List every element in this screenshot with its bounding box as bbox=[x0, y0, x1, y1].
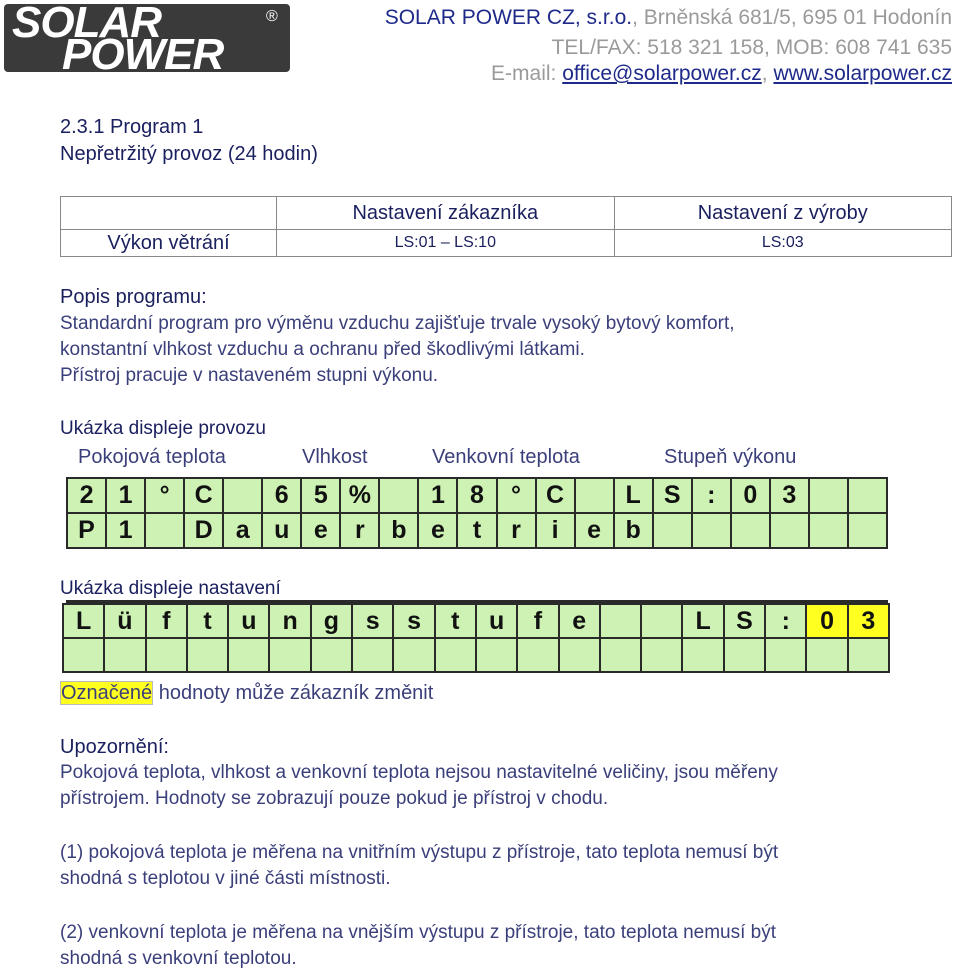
col-factory-header: Nastavení z výroby bbox=[614, 197, 951, 230]
lcd-cell: u bbox=[477, 605, 516, 637]
lcd-cell bbox=[849, 639, 888, 671]
lcd-cell: e bbox=[560, 605, 599, 637]
website-link[interactable]: www.solarpower.cz bbox=[773, 62, 952, 85]
lcd-cell: s bbox=[394, 605, 433, 637]
lcd-cell bbox=[810, 514, 847, 547]
lcd-cell bbox=[146, 514, 183, 547]
logo-line2: POWER CZ bbox=[62, 30, 224, 129]
lcd-cell bbox=[807, 639, 846, 671]
editable-values-note bbox=[60, 680, 433, 706]
settings-display-heading: Ukázka displeje nastavení bbox=[60, 578, 281, 599]
lcd-cell: 1 bbox=[107, 514, 144, 547]
lcd-cell bbox=[394, 639, 433, 671]
lcd-cell bbox=[270, 639, 309, 671]
company-name: SOLAR POWER CZ, s.r.o. bbox=[384, 6, 633, 29]
lcd-cell bbox=[224, 479, 261, 512]
warning-line: Pokojová teplota, vlhkost a venkovní teplota nejsou nastavitelné veličiny, jsou měřeny bbox=[60, 762, 778, 783]
lcd-cell: L bbox=[64, 605, 103, 637]
lcd-cell bbox=[601, 605, 640, 637]
lcd-cell bbox=[849, 479, 886, 512]
lcd-cell: 1 bbox=[107, 479, 144, 512]
lcd-cell: e bbox=[302, 514, 339, 547]
lcd-cell: : bbox=[766, 605, 805, 637]
lcd-cell bbox=[725, 639, 764, 671]
warning-line: (1) pokojová teplota je měřena na vnitřním výstupu z přístroje, tato teplota nemusí být bbox=[60, 842, 779, 863]
contact-separator: , bbox=[761, 62, 774, 85]
email-label: E-mail: bbox=[491, 62, 563, 85]
lcd-cell: C bbox=[537, 479, 574, 512]
lcd-cell: i bbox=[537, 514, 574, 547]
description-line: Přístroj pracuje v nastaveném stupni výkonu. bbox=[60, 365, 439, 386]
description-line: konstantní vlhkost vzduchu a ochranu před škodlivými látkami. bbox=[60, 339, 585, 360]
lcd-cell: 1 bbox=[419, 479, 456, 512]
warning-line: shodná s teplotou v jiné části místnosti. bbox=[60, 868, 391, 889]
lcd-cell bbox=[732, 514, 769, 547]
lcd-cell: f bbox=[518, 605, 557, 637]
description-line: Standardní program pro výměnu vzduchu zajišťuje trvale vysoký bytový komfort, bbox=[60, 313, 735, 334]
lcd-cell-editable: 3 bbox=[849, 605, 888, 637]
lcd-cell bbox=[147, 639, 186, 671]
lcd-cell bbox=[560, 639, 599, 671]
lcd-cell: 6 bbox=[263, 479, 300, 512]
lcd-cell bbox=[576, 479, 613, 512]
lcd-cell bbox=[601, 639, 640, 671]
header-contact-line bbox=[491, 62, 952, 86]
operation-display-heading: Ukázka displeje provozu bbox=[60, 418, 266, 439]
lcd-cell bbox=[188, 639, 227, 671]
lcd-cell: e bbox=[419, 514, 456, 547]
row-label: Výkon větrání bbox=[61, 230, 277, 257]
lcd-cell: P bbox=[68, 514, 105, 547]
lcd-cell: 3 bbox=[771, 479, 808, 512]
settings-table bbox=[60, 196, 952, 257]
lcd-cell: t bbox=[458, 514, 495, 547]
settings-lcd-display bbox=[62, 603, 890, 673]
lcd-cell bbox=[105, 639, 144, 671]
warning-line: shodná s venkovní teplotou. bbox=[60, 948, 297, 969]
lcd-cell bbox=[654, 514, 691, 547]
lcd-cell: % bbox=[341, 479, 378, 512]
lcd-cell bbox=[642, 605, 681, 637]
lcd-cell: D bbox=[185, 514, 222, 547]
lcd-cell: S bbox=[654, 479, 691, 512]
customer-value: LS:01 – LS:10 bbox=[277, 230, 614, 257]
lcd-cell: 0 bbox=[732, 479, 769, 512]
lcd-cell bbox=[380, 479, 417, 512]
lcd-cell: b bbox=[615, 514, 652, 547]
label-power-level: Stupeň výkonu bbox=[664, 446, 797, 468]
lcd-cell: n bbox=[270, 605, 309, 637]
col-customer-header: Nastavení zákazníka bbox=[277, 197, 614, 230]
lcd-cell: g bbox=[312, 605, 351, 637]
warning-heading: Upozornění: bbox=[60, 736, 169, 758]
lcd-cell: u bbox=[229, 605, 268, 637]
lcd-cell: 8 bbox=[458, 479, 495, 512]
lcd-cell: u bbox=[263, 514, 300, 547]
factory-value: LS:03 bbox=[614, 230, 951, 257]
table-header-row bbox=[61, 197, 952, 230]
label-room-temp: Pokojová teplota bbox=[78, 446, 226, 468]
lcd-cell: a bbox=[224, 514, 261, 547]
marked-sample: Označené bbox=[61, 682, 153, 704]
lcd-cell bbox=[229, 639, 268, 671]
lcd-cell: e bbox=[576, 514, 613, 547]
lcd-cell bbox=[353, 639, 392, 671]
program-heading: 2.3.1 Program 1 bbox=[60, 116, 204, 138]
lcd-cell: S bbox=[725, 605, 764, 637]
note-text: hodnoty může zákazník změnit bbox=[153, 682, 434, 704]
lcd-cell: L bbox=[615, 479, 652, 512]
lcd-cell: 2 bbox=[68, 479, 105, 512]
operation-lcd-display bbox=[66, 477, 888, 549]
lcd-cell bbox=[312, 639, 351, 671]
lcd-cell: 5 bbox=[302, 479, 339, 512]
lcd-cell: r bbox=[498, 514, 535, 547]
lcd-cell bbox=[849, 514, 886, 547]
lcd-cell: ° bbox=[498, 479, 535, 512]
warning-line: přístrojem. Hodnoty se zobrazují pouze pokud je přístroj v chodu. bbox=[60, 788, 609, 809]
lcd-cell: t bbox=[188, 605, 227, 637]
lcd-cell bbox=[518, 639, 557, 671]
logo-line1: SOLAR bbox=[12, 0, 161, 47]
lcd-cell bbox=[683, 639, 722, 671]
email-link[interactable]: office@solarpower.cz bbox=[562, 62, 762, 85]
lcd-cell bbox=[810, 479, 847, 512]
table-row bbox=[61, 230, 952, 257]
lcd-cell: C bbox=[185, 479, 222, 512]
lcd-cell bbox=[64, 639, 103, 671]
lcd-cell: f bbox=[147, 605, 186, 637]
header-company-line bbox=[385, 6, 952, 30]
program-subtitle: Nepřetržitý provoz (24 hodin) bbox=[60, 143, 318, 165]
description-heading: Popis programu: bbox=[60, 286, 207, 308]
lcd-cell: s bbox=[353, 605, 392, 637]
table-corner-cell bbox=[61, 197, 277, 230]
lcd-cell: : bbox=[693, 479, 730, 512]
lcd-cell bbox=[436, 639, 475, 671]
lcd-cell: t bbox=[436, 605, 475, 637]
lcd-cell: ° bbox=[146, 479, 183, 512]
company-address: , Brněnská 681/5, 695 01 Hodonín bbox=[632, 6, 952, 29]
lcd-cell: b bbox=[380, 514, 417, 547]
lcd-cell bbox=[693, 514, 730, 547]
label-humidity: Vlhkost bbox=[302, 446, 368, 468]
lcd-cell-editable: 0 bbox=[807, 605, 846, 637]
label-outdoor-temp: Venkovní teplota bbox=[432, 446, 580, 468]
lcd-cell bbox=[642, 639, 681, 671]
logo-registered-mark: ® bbox=[266, 8, 278, 25]
lcd-cell: ü bbox=[105, 605, 144, 637]
lcd-cell: L bbox=[683, 605, 722, 637]
lcd-cell: r bbox=[341, 514, 378, 547]
lcd-cell bbox=[771, 514, 808, 547]
lcd-cell bbox=[477, 639, 516, 671]
warning-line: (2) venkovní teplota je měřena na vnějším výstupu z přístroje, tato teplota nemusí být bbox=[60, 922, 777, 943]
header-phone: TEL/FAX: 518 321 158, MOB: 608 741 635 bbox=[551, 36, 952, 59]
lcd-cell bbox=[766, 639, 805, 671]
